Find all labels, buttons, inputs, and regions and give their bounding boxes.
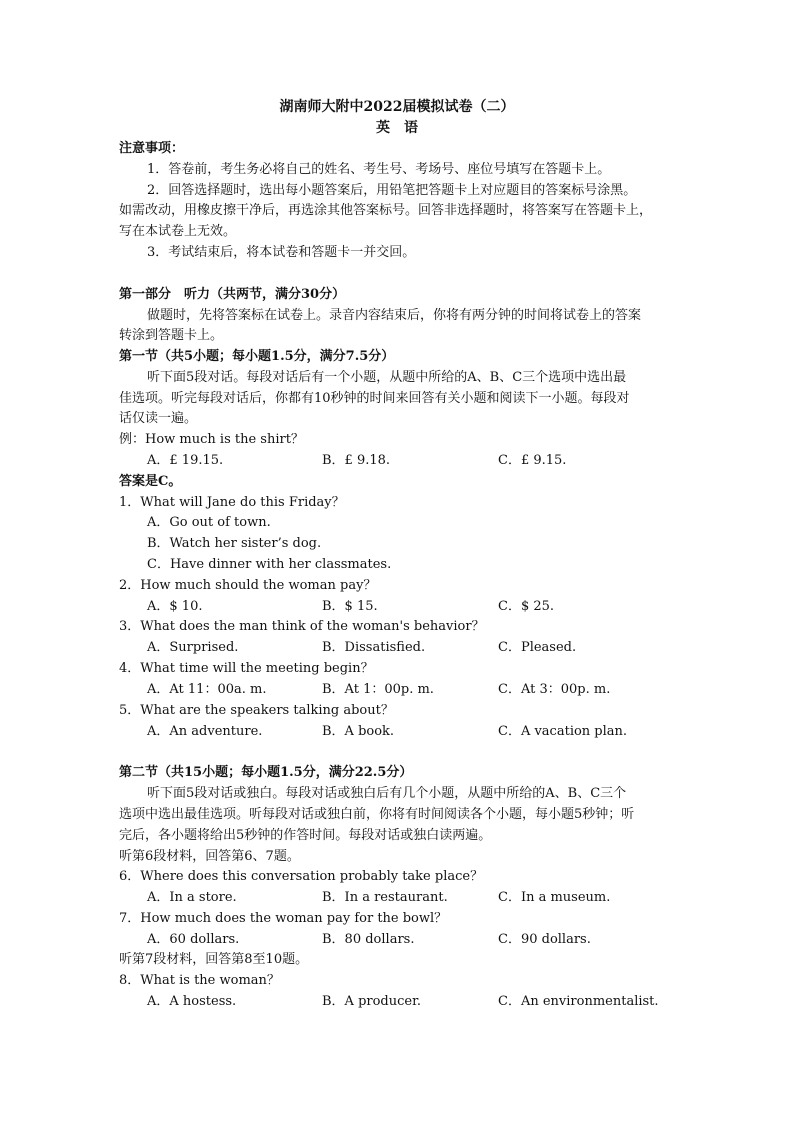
section2-intro: 完后，各小题将给出5秒钟的作答时间。每段对话或独白读两遍。 xyxy=(119,828,492,843)
option-c: C．In a museum. xyxy=(498,890,611,905)
subject-title: 英 语 xyxy=(376,120,418,136)
question-5: 5．What are the speakers talking about？ xyxy=(119,703,394,718)
notice-item: 2．回答选择题时，选出每小题答案后，用铅笔把答题卡上对应题目的答案标号涂黑。 xyxy=(147,183,637,198)
option-c: C．Pleased. xyxy=(498,640,577,655)
question-8: 8．What is the woman？ xyxy=(119,973,280,988)
exam-title: 湖南师大附中2022届模拟试卷（二） xyxy=(279,99,515,115)
option-b: B．A book. xyxy=(322,724,395,739)
option-b: B．Dissatisfied. xyxy=(322,640,426,655)
option-c: C．At 3：00p. m. xyxy=(498,682,611,697)
option-a: A．In a store. xyxy=(147,890,237,905)
option-c: C．£ 9.15. xyxy=(498,453,567,468)
section2-intro: 听下面5段对话或独白。每段对话或独白后有几个小题，从题中所给的A、B、C三个 xyxy=(147,786,627,801)
notice-item: 3．考试结束后，将本试卷和答题卡一并交回。 xyxy=(147,245,416,260)
option-c: C．$ 25. xyxy=(498,599,555,614)
option-c: C．An environmentalist. xyxy=(498,994,659,1009)
notice-item: 如需改动，用橡皮擦干净后，再选涂其他答案标号。回答非选择题时，将答案写在答题卡上， xyxy=(119,203,653,218)
material-7-note: 听第7段材料，回答第8至10题。 xyxy=(119,952,309,967)
question-3: 3．What does the man think of the woman's behavior？ xyxy=(119,619,485,634)
option-a: A．At 11：00a. m. xyxy=(147,682,267,697)
q1-option-c: C．Have dinner with her classmates. xyxy=(147,557,392,572)
question-6: 6．Where does this conversation probably take place？ xyxy=(119,869,484,884)
option-a: A．$ 10. xyxy=(147,599,203,614)
option-b: B．At 1：00p. m. xyxy=(322,682,434,697)
question-7: 7．How much does the woman pay for the bowl？ xyxy=(119,911,448,926)
option-b: B．$ 15. xyxy=(322,599,378,614)
notice-item: 1．答卷前，考生务必将自己的姓名、考生号、考场号、座位号填写在答题卡上。 xyxy=(147,162,611,177)
section1-intro: 佳选项。听完每段对话后，你都有10秒钟的时间来回答有关小题和阅读下一小题。每段对 xyxy=(119,391,630,406)
section2-heading: 第二节（共15小题；每小题1.5分，满分22.5分） xyxy=(119,765,413,780)
option-c: C．90 dollars. xyxy=(498,932,591,947)
option-a: A．An adventure. xyxy=(147,724,263,739)
option-b: B．In a restaurant. xyxy=(322,890,448,905)
option-b: B．A producer. xyxy=(322,994,422,1009)
option-c: C．A vacation plan. xyxy=(498,724,628,739)
option-a: A．Surprised. xyxy=(147,640,239,655)
material-6-note: 听第6段材料，回答第6、7题。 xyxy=(119,849,300,864)
option-a: A．A hostess. xyxy=(147,994,237,1009)
part1-heading: 第一部分 听力（共两节，满分30分） xyxy=(119,287,346,302)
section1-intro: 话仅读一遍。 xyxy=(119,411,198,426)
q1-option-a: A．Go out of town. xyxy=(147,515,271,530)
question-2: 2．How much should the woman pay？ xyxy=(119,578,377,593)
example-answer: 答案是C。 xyxy=(119,474,182,489)
notice-item: 写在本试卷上无效。 xyxy=(119,224,237,239)
question-4: 4．What time will the meeting begin？ xyxy=(119,661,374,676)
part1-intro: 转涂到答题卡上。 xyxy=(119,328,224,343)
question-1: 1．What will Jane do this Friday？ xyxy=(119,495,345,510)
example-question: 例：How much is the shirt？ xyxy=(119,432,304,447)
option-b: B．80 dollars. xyxy=(322,932,415,947)
notice-heading: 注意事项： xyxy=(119,141,185,156)
part1-intro: 做题时，先将答案标在试卷上。录音内容结束后，你将有两分钟的时间将试卷上的答案 xyxy=(147,308,642,323)
section1-intro: 听下面5段对话。每段对话后有一个小题，从题中所给的A、B、C三个选项中选出最 xyxy=(147,370,627,385)
option-a: A．£ 19.15. xyxy=(147,453,224,468)
option-a: A．60 dollars. xyxy=(147,932,240,947)
option-b: B．£ 9.18. xyxy=(322,453,391,468)
q1-option-b: B．Watch her sister’s dog. xyxy=(147,536,322,551)
section1-heading: 第一节（共5小题；每小题1.5分，满分7.5分） xyxy=(119,349,395,364)
section2-intro: 选项中选出最佳选项。听每段对话或独白前，你将有时间阅读各个小题，每小题5秒钟；听 xyxy=(119,807,635,822)
